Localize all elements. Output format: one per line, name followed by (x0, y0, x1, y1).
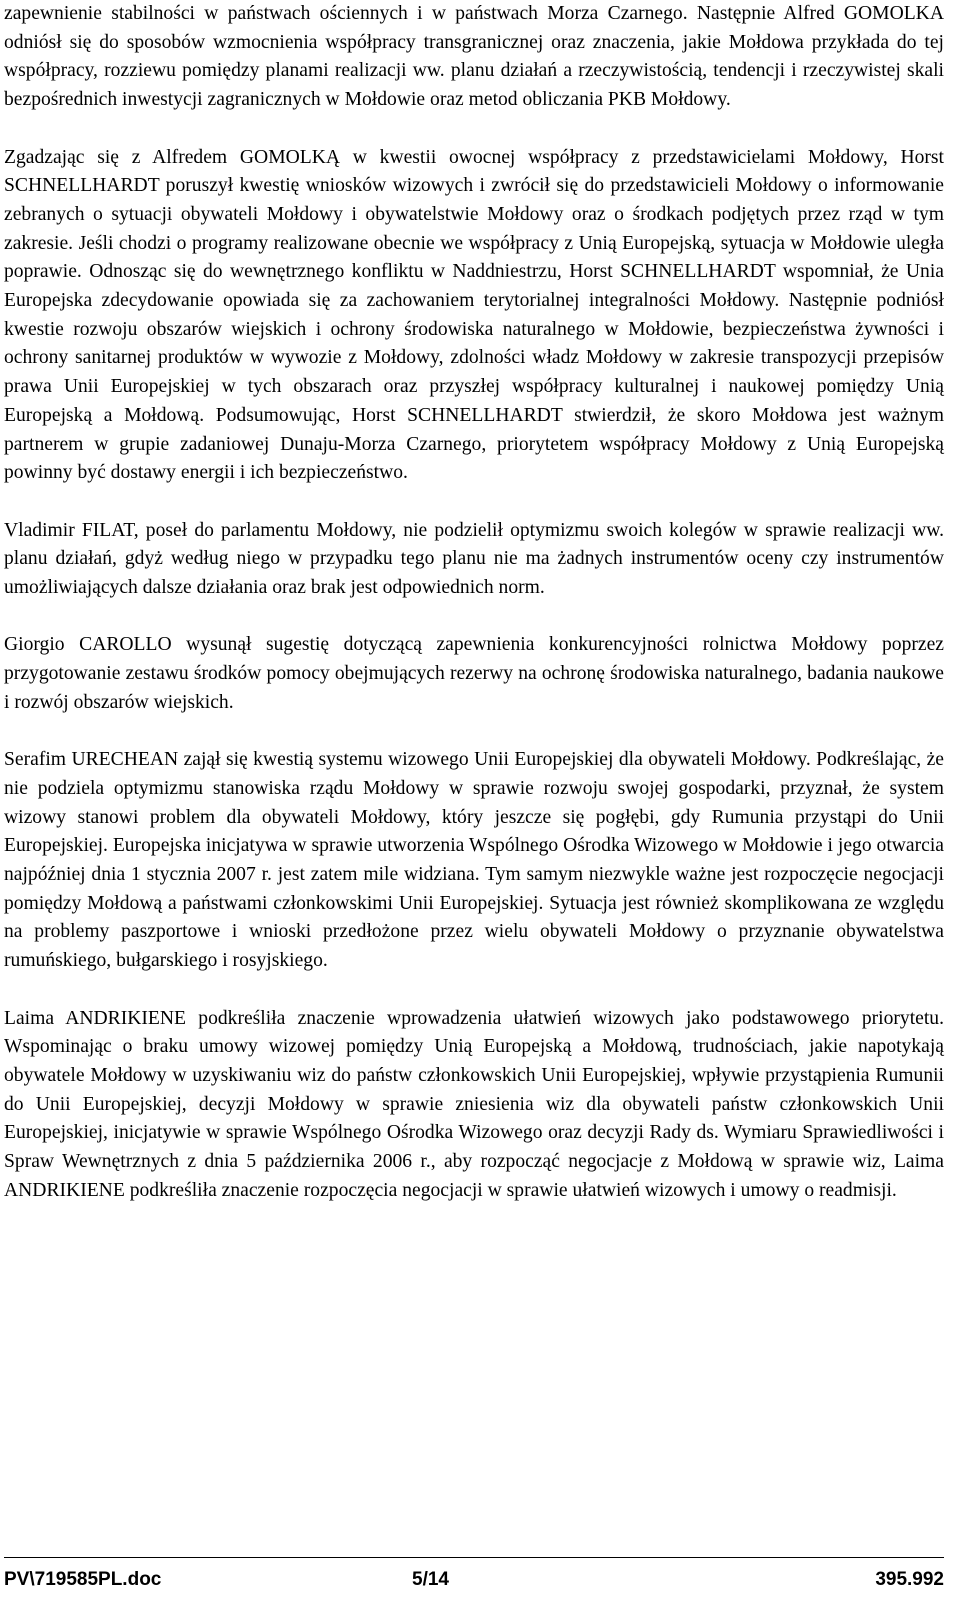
paragraph-4: Giorgio CAROLLO wysunął sugestię dotyczącą zapewnienia konkurencyjności rolnictwa Mołdowy poprzez przygotowanie zestawu środków pomocy obejmujących rezerwy na ochronę środowiska naturalnego, badania naukowe i rozwój obszarów wiejskich. (4, 634, 944, 713)
document-body (4, 0, 944, 1205)
paragraph-gap (4, 488, 944, 517)
footer-doc-ref: PV\719585PL.doc (4, 1569, 162, 1590)
footer-page-number: 5/14 (412, 1569, 449, 1590)
page-footer (4, 1557, 944, 1602)
paragraph-6: Laima ANDRIKIENE podkreśliła znaczenie wprowadzenia ułatwień wizowych jako podstawowego priorytetu. Wspominając o braku umowy wizowej pomiędzy Unią Europejską a Mołdową, trudnościach, jakie napotykają obywatele Mołdowy w uzyskiwaniu wiz do państw członkowskich Unii Europejskiej, wpływie przystąpienia Rumunii do Unii Europejskiej, decyzji Mołdowy w sprawie zniesienia wiz dla obywateli państw członkowskich Unii Europejskiej, inicjatywie w sprawie Wspólnego Ośrodka Wizowego oraz decyzji Rady ds. Wymiaru Sprawiedliwości i Spraw Wewnętrznych z dnia 5 października 2006 r., aby rozpocząć negocjacje z Mołdową w sprawie wiz, Laima ANDRIKIENE podkreśliła znaczenie rozpoczęcia negocjacji w sprawie ułatwień wizowych i umowy o readmisji. (4, 1007, 944, 1201)
paragraph-3: Vladimir FILAT, poseł do parlamentu Mołdowy, nie podzielił optymizmu swoich kolegów w sprawie realizacji ww. planu działań, gdyż według niego w przypadku tego planu nie ma żadnych instrumentów oceny czy instrumentów umożliwiających dalsze działania oraz brak jest odpowiednich norm. (4, 519, 944, 599)
footer-doc-code: 395.992 (875, 1569, 944, 1590)
paragraph-5: Serafim URECHEAN zajął się kwestią systemu wizowego Unii Europejskiej dla obywateli Mołdowy. Podkreślając, że nie podziela optymizmu stanowiska rządu Mołdowy w sprawie rozwoju swojej gospodarki, przyznał, że system wizowy stanowi problem dla obywateli Mołdowy, który jeszcze się pogłębi, gdy Rumunia przystąpi do Unii Europejskiej. Europejska inicjatywa w sprawie utworzenia Wspólnego Ośrodka Wizowego w Mołdowie i jego otwarcia najpóźniej dnia 1 stycznia 2007 r. jest zatem mile widziana. Tym samym niezwykle ważne jest rozpoczęcie negocjacji pomiędzy Mołdową a państwami członkowskimi Unii Europejskiej. Sytuacja jest również skomplikowana ze względu na problemy paszportowe i wnioski przedłożone przez wielu obywateli Mołdowy o przyznanie obywatelstwa rumuńskiego, bułgarskiego i rosyjskiego. (4, 749, 944, 972)
paragraph-gap (4, 603, 944, 632)
paragraph-gap (4, 718, 944, 747)
paragraph-1: zapewnienie stabilności w państwach ościennych i w państwach Morza Czarnego. Następnie Alfred GOMOLKA odniósł się do sposobów wzmocnienia współpracy transgranicznej oraz znaczenia, jakie Mołdowa przykłada do tej współpracy, rozziewu pomiędzy planami realizacji ww. planu działań a rzeczywistością, tendencji i rzeczywistej skali bezpośrednich inwestycji zagranicznych w Mołdowie oraz metod obliczania PKB Mołdowy. (4, 3, 944, 111)
paragraph-2: Zgadzając się z Alfredem GOMOLKĄ w kwestii owocnej współpracy z przedstawicielami Mołdowy, Horst SCHNELLHARDT poruszył kwestię wniosków wizowych i zwrócił się do przedstawicieli Mołdowy o informowanie zebranych o sytuacji obywateli Mołdowy i obywatelstwie Mołdowy oraz o środkach podjętych przez rząd w tym zakresie. Jeśli chodzi o programy realizowane obecnie we współpracy z Unią Europejską, sytuacja w Mołdowie uległa poprawie. Odnosząc się do wewnętrznego konfliktu w Naddniestrzu, Horst SCHNELLHARDT wspomniał, że Unia Europejska zdecydowanie opowiada się za zachowaniem terytorialnej integralności Mołdowy. Następnie podniósł kwestie rozwoju obszarów wiejskich i ochrony środowiska naturalnego w Mołdowie, bezpieczeństwa żywności i ochrony sanitarnej produktów w wywozie z Mołdowy, zdolności władz Mołdowy w zakresie transpozycji przepisów prawa Unii Europejskiej w tych obszarach oraz przyszłej współpracy kulturalnej i naukowej pomiędzy Unią Europejską a Mołdową. Podsumowując, Horst SCHNELLHARDT stwierdził, że skoro Mołdowa jest ważnym partnerem w grupie zadaniowej Dunaju-Morza Czarnego, priorytetem współpracy Mołdowy z Unią Europejską powinny być dostawy energii i ich bezpieczeństwo. (4, 146, 944, 484)
paragraph-gap (4, 115, 944, 144)
paragraph-gap (4, 976, 944, 1005)
